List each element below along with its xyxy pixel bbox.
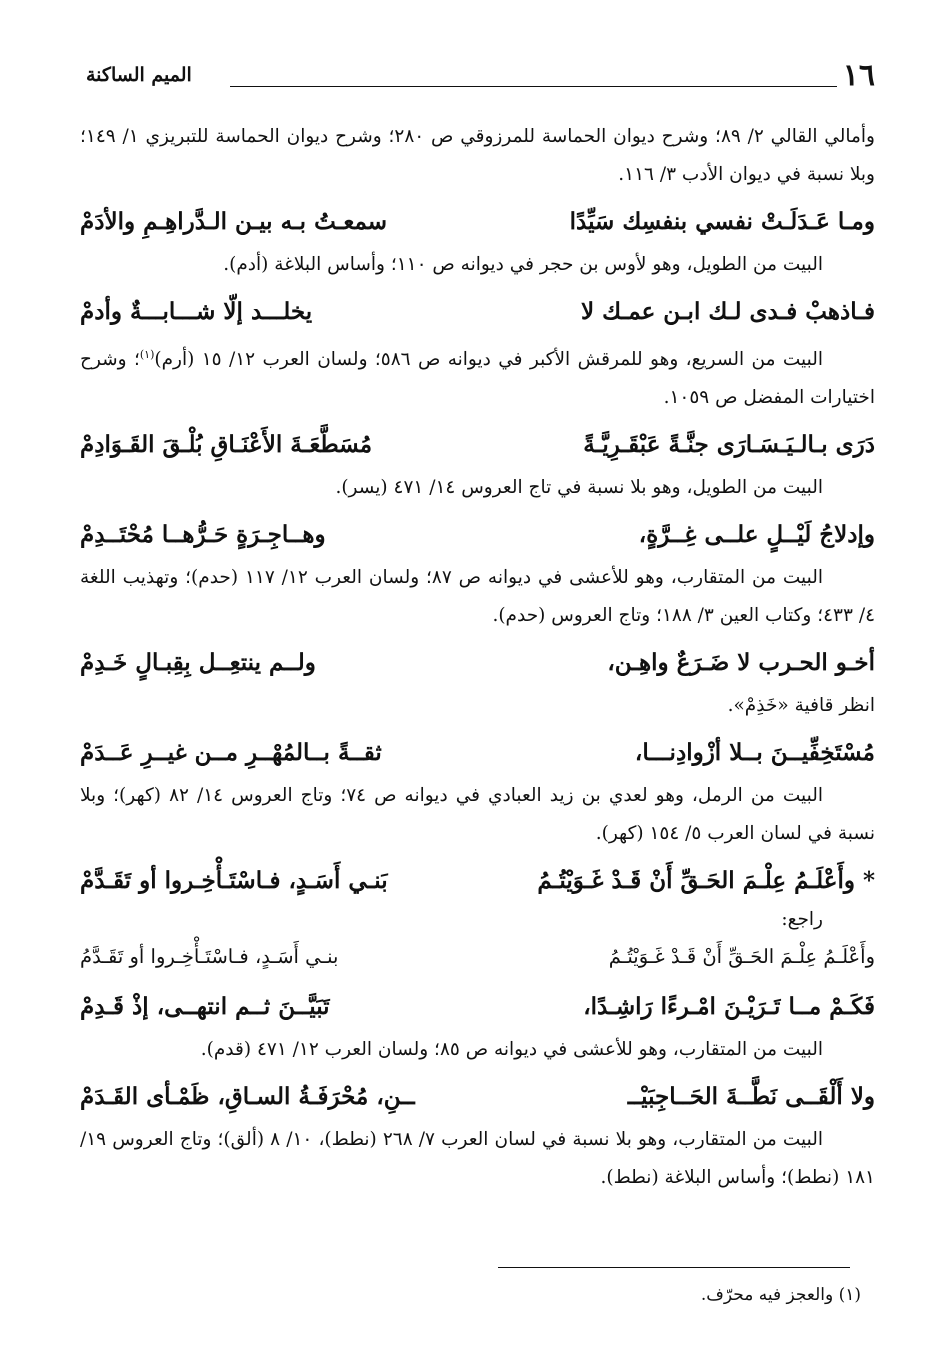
verse-second-hemistich: ثقــةً بــالمُهْــرِ مــن غيــرِ عَــدَمْ [80,739,382,767]
footnote: (١) والعجز فيه محرّف. [700,1285,861,1305]
verse-first-hemistich: وإدلاجُ لَيْــلٍ علــى غِــرَّةٍ، [638,521,875,549]
page-body [80,118,875,1197]
verse-line [80,200,875,244]
footnote-marker: (١) [139,348,155,361]
note-text: البيت من السريع، وهو للمرقش الأكبر في ديوانه ص ٥٨٦؛ ولسان العرب ١٢/ ١٥ (أرم) [154,349,823,371]
verse-source-note: البيت من الطويل، وهو بلا نسبة في تاج العروس ١٤/ ٤٧١ (يسر). [335,477,823,499]
verse-source-note [80,336,875,417]
verse-second-hemistich: ــنِ، مُحْرَفَـةُ السـاقِ، ظَمْـأى القَـدَمْ [80,1083,415,1111]
verse-first-hemistich: ولا أَلْقَــى نَطَّــةَ الحَــاجِبَيْــ [627,1083,875,1111]
verse-first-hemistich: ومـا عَـدَلَـتْ نفسي بنفسِك سَيِّدًا [569,208,875,235]
running-title: الميم الساكنة [86,64,192,86]
verse-line [80,935,875,979]
footnote-rule [498,1267,850,1268]
verse-source-note: البيت من المتقارب، وهو بلا نسبة في لسان العرب ٧/ ٢٦٨ (نطط)، ١٠/ ٨ (ألق)؛ وتاج العروس ١٩/ ١٨١ (نطط)؛ وأساس البلاغة (نطط). [80,1129,875,1189]
verse-second-hemistich: بنـي أَسَـدٍ، فـاسْتَـأْخِـروا أو تَقَـدَّمُ [80,945,339,969]
verse-source-note: البيت من المتقارب، وهو للأعشى في ديوانه ص ٨٧؛ ولسان العرب ١٢/ ١١٧ (حدم)؛ وتهذيب اللغة ٤/ ٤٣٣؛ وكتاب العين ٣/ ١٨٨؛ وتاج العروس (حدم). [80,567,875,627]
verse-first-hemistich: دَرَى بـالـيَـسَـارَى جنَّـةً عَبْقَـرِيَّـةً [583,431,875,459]
verse-second-hemistich: سمعـتُ بـه بيـن الـدَّراهِـمِ والأدَمْ [80,208,388,235]
verse-source-note: البيت من المتقارب، وهو للأعشى في ديوانه ص ٨٥؛ ولسان العرب ١٢/ ٤٧١ (قدم). [200,1039,823,1061]
cross-reference: انظر قافية «خَذِمْ». [727,695,875,717]
verse-line [80,513,875,557]
verse-second-hemistich: ولــم ينتعِــل بِقِبـالٍ خَـدِمْ [80,649,316,677]
verse-line [80,731,875,775]
verse-first-hemistich: فَكَـمْ مــا تَـرَيْـنَ امْـرءًا رَاشِـدًا، [583,993,875,1021]
page-number: ١٦ [842,58,875,93]
verse-line [80,290,875,334]
verse-second-hemistich: مُسَطَّعَـةَ الأَعْنَـاقِ بُلْـقَ القَـوَادِمْ [80,431,373,459]
verse-second-hemistich: تَبَيَّــنَ ثــم انتهــى، إذْ قَـدِمْ [80,993,330,1021]
verse-line [80,423,875,467]
verse-source-note: البيت من الطويل، وهو لأوس بن حجر في ديوانه ص ١١٠؛ وأساس البلاغة (أدم). [223,254,823,275]
note-text: ؛ وشرح اختيارات المفضل ص ١٠٥٩. [80,349,875,409]
verse-first-hemistich: * وأَعْلَـمُ عِلْـمَ الحَـقِّ أَنْ قَـدْ غَـوَيْتُـمُ [537,867,875,895]
verse-line [80,859,875,903]
verse-source-note: البيت من الرمل، وهو لعدي بن زيد العبادي في ديوانه ص ٧٤؛ وتاج العروس ١٤/ ٨٢ (كهر)؛ وبلا نسبة في لسان العرب ٥/ ١٥٤ (كهر). [80,785,875,845]
citation-paragraph: وأمالي القالي ٢/ ٨٩؛ وشرح ديوان الحماسة للمرزوقي ص ٢٨٠؛ وشرح ديوان الحماسة للتبريزي ١/ ١٤٩؛ وبلا نسبة في ديوان الأدب ٣/ ١١٦. [80,126,875,185]
header-rule [230,86,837,87]
verse-line [80,985,875,1029]
verse-line [80,641,875,685]
verse-first-hemistich: مُسْتَخِفِّيــنَ بــلا أزْوادِنـــا، [634,739,875,767]
verse-second-hemistich: بَنـي أَسَـدٍ، فـاسْتَـأْخِـروا أو تَقَـدَّمْ [80,867,388,895]
verse-first-hemistich: وأَعْلَـمُ عِلْـمَ الحَـقِّ أَنْ قَـدْ غَـوَيْتُـمُ [608,945,875,969]
cross-reference: راجع: [781,909,823,931]
verse-first-hemistich: أخـو الحـرب لا ضَـرَعٌ واهِـن، [607,649,875,677]
verse-first-hemistich: فـاذهبْ فـدى لـك ابـن عمـك لا [581,298,875,325]
verse-second-hemistich: يخلـــد إلّا شـــابـــةٌ وأدمْ [80,298,313,325]
verse-second-hemistich: وهــاجِـرَةٍ حَـرُّهــا مُحْتَــدِمْ [80,521,326,549]
verse-line [80,1075,875,1119]
